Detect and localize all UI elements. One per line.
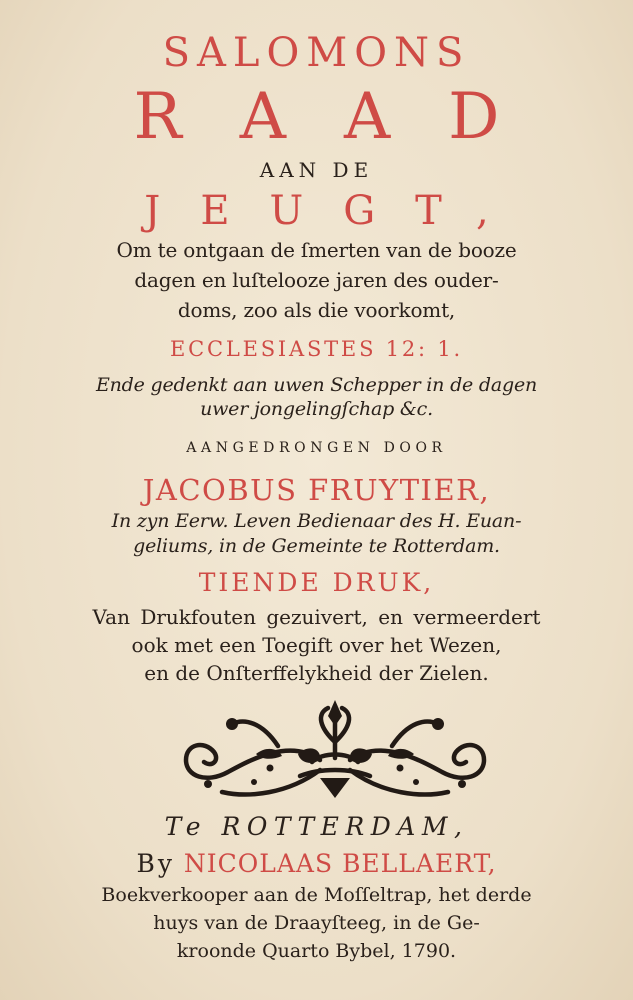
- edition-note-line: en de Onſterffelykheid der Zielen.: [144, 661, 489, 685]
- edition-note-line: ook met een Toegift over het Wezen,: [131, 633, 502, 657]
- imprint-address-line: kroonde Quarto Bybel, 1790.: [176, 940, 457, 962]
- imprint-by-label: By: [136, 849, 175, 878]
- edition-label: TIENDE DRUK,: [198, 568, 435, 597]
- imprint-address-line: Boekverkooper aan de Moſſeltrap, het derde: [101, 884, 532, 906]
- scripture-quote-line: Ende gedenkt aan uwen Schepper in de dagen: [95, 374, 538, 396]
- subtitle-line: doms, zoo als die voorkomt,: [177, 298, 456, 322]
- imprint-address-line: huys van de Draayſteeg, in de Ge-: [153, 912, 480, 934]
- title-salomons: SALOMONS: [162, 30, 471, 76]
- title-aan-de: AAN DE: [259, 158, 374, 182]
- title-jeugt: JEUGT,: [144, 188, 529, 234]
- author-intro: AANGEDRONGEN DOOR: [186, 440, 447, 456]
- imprint-publisher-line: [0, 849, 633, 878]
- subtitle-line: dagen en luſtelooze jaren des ouder-: [134, 268, 499, 292]
- fleuron-ornament-icon: [170, 698, 500, 810]
- scripture-reference: ECCLESIASTES 12: 1.: [169, 337, 464, 361]
- author-description-line: geliums, in de Gemeinte te Rotterdam.: [133, 535, 500, 557]
- title-raad: RAAD: [133, 80, 558, 154]
- scripture-quote-line: uwer jongelingſchap &c.: [200, 398, 433, 420]
- imprint-publisher: NICOLAAS BELLAERT,: [183, 849, 497, 878]
- author-description-line: In zyn Eerw. Leven Bedienaar des H. Euan-: [111, 510, 522, 532]
- imprint-city: Te ROTTERDAM,: [164, 812, 469, 841]
- subtitle-line: Om te ontgaan de ſmerten van de booze: [116, 238, 517, 262]
- author-name: JACOBUS FRUYTIER,: [142, 473, 491, 507]
- edition-note-line: Van Drukfouten gezuivert, en vermeerdert: [92, 605, 541, 629]
